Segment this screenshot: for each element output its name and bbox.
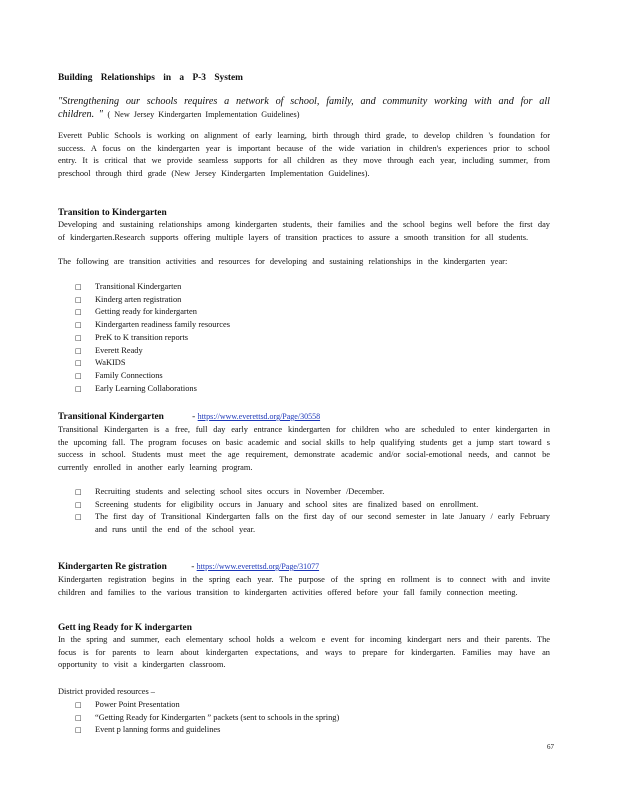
list-item: □ Power Point Presentation <box>58 699 550 712</box>
bullet-icon: □ <box>75 321 82 330</box>
transition-heading: Transition to Kindergarten <box>58 208 167 218</box>
ready-list-block <box>58 699 550 737</box>
bullet-icon: □ <box>75 333 82 342</box>
transition-list <box>58 281 550 395</box>
bullet-icon: □ <box>75 713 82 722</box>
list-item: □ Getting ready for kindergarten <box>58 306 550 319</box>
reg-heading: Kindergarten Re gistration <box>58 562 167 572</box>
bullet-icon: □ <box>75 283 82 291</box>
list-item: □ Early Learning Collaborations <box>58 383 550 396</box>
bullet-icon: □ <box>75 513 82 522</box>
bullet-icon: □ <box>75 488 82 496</box>
reg-dash: - <box>191 562 195 572</box>
page-title: Building Relationships in a P-3 System <box>58 73 243 83</box>
bullet-icon: □ <box>75 308 82 317</box>
ready-list <box>58 699 550 737</box>
bullet-icon: □ <box>75 359 82 368</box>
list-item: □ Recruiting students and selecting school sites occurs in November /December. <box>58 486 550 499</box>
transition-paragraph: Developing and sustaining relationships among kindergarten students, their families and the school begins well before the first day of kindergarten.Research supports offering multiple layers of transition practices to assure a smooth transition for all students. <box>58 220 550 242</box>
ready-paragraph: In the spring and summer, each elementary school holds a welcom e event for incoming kindergart ners and their parents. The focus is for parents to learn about kindergarten expectations, and ways to prepare for kindergarten. Families may have an opportunity to visit a kindergarten classroom. <box>58 635 550 670</box>
tk-dash: - <box>192 412 196 422</box>
tk-list-block <box>58 486 550 537</box>
ready-paragraph-2: District provided resources – <box>58 687 155 696</box>
list-item: □ Everett Ready <box>58 345 550 358</box>
quote-source: ( New Jersey Kindergarten Implementation Guidelines) <box>107 110 300 120</box>
intro-paragraph: Everett Public Schools is working on alignment of early learning, birth through third grade, to develop children 's foundation for success. A focus on the kindergarten year is important because of the wide variation in children's experiences prior to school entry. It is critical that we provide seamless supports for all children as they move through each year, including summer, from preschool through third grade (New Jersey Kindergarten Implementation Guidelines). <box>58 131 550 179</box>
tk-heading-row <box>58 411 550 424</box>
list-item: □ Transitional Kindergarten <box>58 281 550 294</box>
bullet-icon: □ <box>75 371 82 380</box>
list-item: □ WaKIDS <box>58 357 550 370</box>
list-item: □ The first day of Transitional Kindergarten falls on the first day of our second semester in late January / early February and runs until the end of the school year. <box>75 512 550 535</box>
bullet-icon: □ <box>75 295 82 304</box>
list-item: □ PreK to K transition reports <box>58 332 550 345</box>
bullet-icon: □ <box>75 726 82 735</box>
list-item: □ “Getting Ready for Kindergarten ” packets (sent to schools in the spring) <box>58 712 550 725</box>
reg-link[interactable]: https://www.everettsd.org/Page/31077 <box>196 562 320 571</box>
tk-list <box>58 486 550 537</box>
list-item: □ Screening students for eligibility occurs in January and school sites are finalized based on enrollment. <box>58 499 550 512</box>
ready-heading: Gett ing Ready for K indergarten <box>58 623 192 633</box>
bullet-icon: □ <box>75 346 82 355</box>
list-item: □ Kinderg arten registration <box>58 294 550 307</box>
reg-paragraph: Kindergarten registration begins in the spring each year. The purpose of the spring en rollment is to connect with and invite children and families to the various transition to kindergarten activities offered before your fall family connection meeting. <box>58 575 550 597</box>
bullet-icon: □ <box>75 384 82 393</box>
transition-paragraph-2: The following are transition activities and resources for developing and sustaining relationships in the kindergarten year: <box>58 257 508 266</box>
tk-heading: Transitional Kindergarten <box>58 412 164 422</box>
bullet-icon: □ <box>75 701 82 709</box>
tk-paragraph: Transitional Kindergarten is a free, full day early entrance kindergarten for children who are scheduled to enter kindergarten in the upcoming fall. The program focuses on basic academic and social skills to help qualifying students get a jump start toward s success in school. Students must meet the age requirement, demonstrate academic and/or social-emotional needs, and cannot be currently enrolled in another early learning program. <box>58 425 550 473</box>
list-item: □ Family Connections <box>58 370 550 383</box>
quote-text: "Strengthening our schools requires a network of school, family, and community working with and for all children. " <box>58 96 550 121</box>
list-item: □ Kindergarten readiness family resources <box>58 319 550 332</box>
page-number: 67 <box>547 743 554 751</box>
tk-link[interactable]: https://www.everettsd.org/Page/30558 <box>197 412 321 421</box>
list-item: □ Event p lanning forms and guidelines <box>58 724 550 737</box>
opening-quote <box>58 95 550 121</box>
bullet-icon: □ <box>75 500 82 509</box>
transition-list-block <box>58 281 550 395</box>
reg-heading-row <box>58 561 550 574</box>
